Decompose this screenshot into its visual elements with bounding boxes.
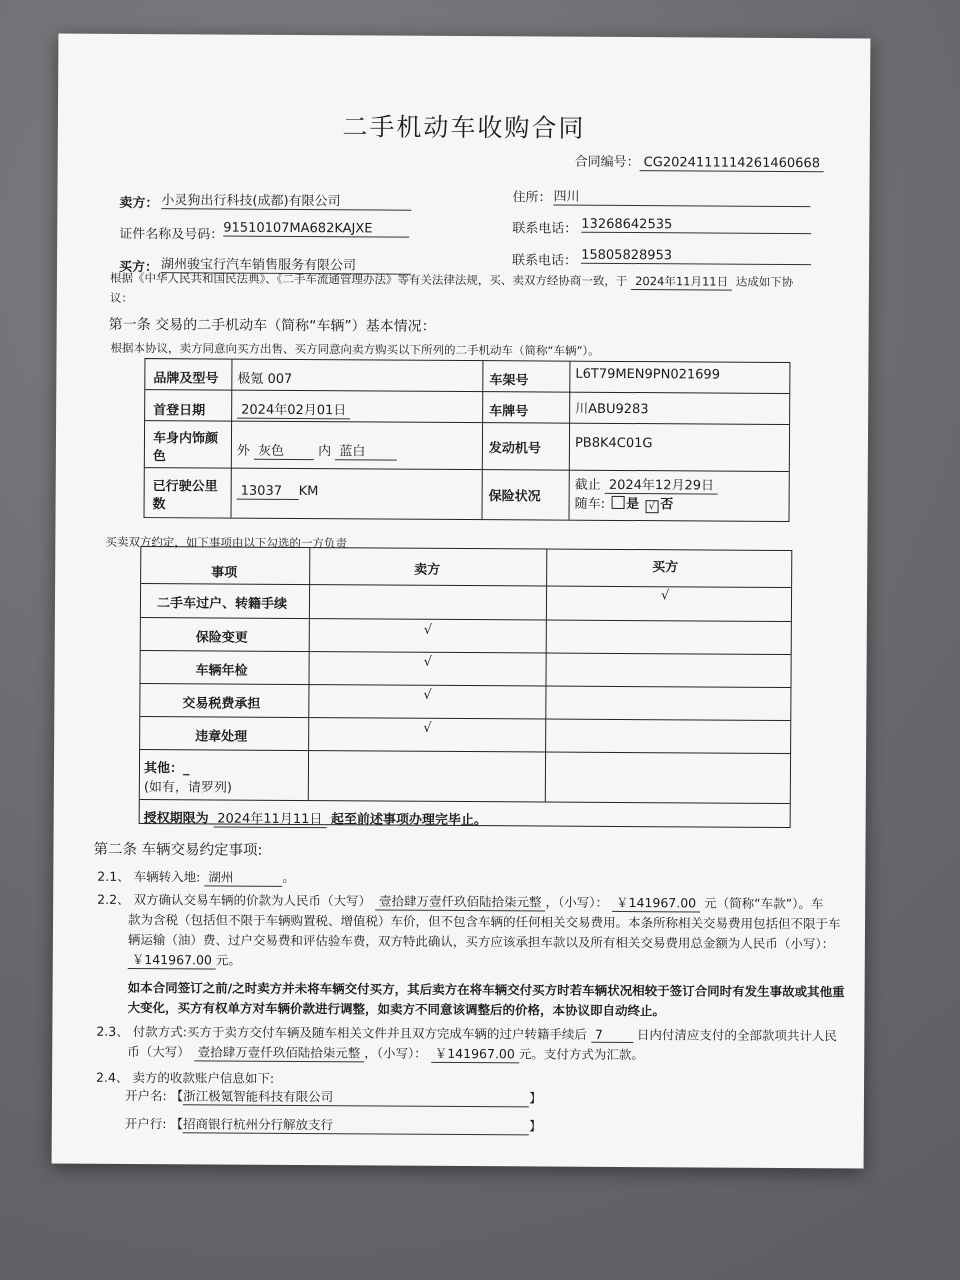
- matter-row-buyer-mark: √: [660, 588, 670, 604]
- matter-row-label: 违章处理: [195, 729, 248, 745]
- buyer-label: 买方：: [118, 259, 159, 276]
- matter-row-label: 交易税费承担: [182, 696, 261, 712]
- matter-row-label: 车辆年检: [195, 663, 248, 679]
- payment-upper: 壹拾肆万壹仟玖佰陆拾柒元整: [194, 1042, 365, 1062]
- seller-label: 卖方：: [119, 195, 159, 212]
- intro-date: 2024年11月11日: [631, 273, 732, 291]
- reg-date-label: 首登日期: [153, 403, 206, 419]
- col-item-header: 事项: [211, 565, 238, 581]
- matter-row-label: 二手车过户、转籍手续: [156, 596, 288, 612]
- total-amount: ￥141967.00: [128, 950, 216, 970]
- brand-value: 极氪 007: [237, 371, 293, 387]
- mileage-label-2: 数: [152, 497, 166, 513]
- buyer-phone-label: 联系电话：: [512, 253, 578, 269]
- insurance-until: 截止 2024年12月29日: [575, 474, 718, 495]
- other-label: 其他：_: [143, 761, 190, 777]
- intro-line-2: 议：: [109, 290, 133, 305]
- reg-date-value: 2024年02月01日: [237, 399, 350, 420]
- price-upper: 壹拾肆万壹仟玖佰陆拾柒元整: [375, 891, 546, 911]
- authorization-date: 2024年11月11日: [213, 807, 326, 828]
- no-checkbox: √: [645, 500, 658, 513]
- matter-row-seller-mark: √: [423, 622, 433, 638]
- responsibility-table: [139, 546, 793, 828]
- contract-title: 二手机动车收购合同: [342, 112, 586, 143]
- contract-page: [52, 34, 871, 1169]
- article-1-desc: 根据本协议，卖方同意向买方出售、买方同意向卖方购买以下所列的二手机动车（简称“车辆”）。: [110, 340, 600, 358]
- clause-2-3-line-1: 2.3、 付款方式:买方于卖方交付车辆及随车相关文件并且双方完成车辆的过户转籍手续后 7 日内付清应支付的全部款项共计人民: [96, 1023, 837, 1044]
- other-hint: (如有，请罗列): [143, 780, 233, 796]
- buyer-name: 湖州骏宝行汽车销售服务有限公司: [161, 253, 411, 275]
- color-label-1: 车身内饰颜: [152, 431, 219, 447]
- seller-phone-label: 联系电话：: [512, 221, 578, 237]
- bank-name: 招商银行杭州分行解放支行: [183, 1114, 529, 1135]
- article-2-title: 第二条 车辆交易约定事项:: [93, 841, 263, 859]
- clause-2-3-line-2: 币（大写） 壹拾肆万壹仟玖佰陆拾柒元整 ，（小写）： ￥141967.00 元。支付方式为汇款。: [127, 1043, 644, 1063]
- mileage-label-1: 已行驶公里: [152, 479, 218, 495]
- inner-color: 蓝白: [335, 440, 397, 460]
- address-label: 住所：: [512, 190, 552, 206]
- engine-value: PB8K4C01G: [574, 435, 653, 452]
- with-car: 随车: 是 √ 否: [574, 496, 674, 513]
- intro-line: 根据《中华人民共和国民法典》、《二手车流通管理办法》等有关法律法规，买、卖双方经协商一致，于 2024年11月11日 达成如下协: [109, 270, 794, 290]
- buyer-phone: 15805828953: [581, 248, 811, 265]
- contract-number: 合同编号： CG2024111114261460668: [575, 151, 824, 173]
- clause-2-2-line-1: 2.2、 双方确认交易车辆的价款为人民币（大写） 壹拾肆万壹仟玖佰陆拾柒元整 ，（小写）： ￥141967.00 元（简称“车款”）。车: [97, 891, 824, 912]
- agreement-note: 买卖双方约定，如下事项由以下勾选的一方负责: [105, 534, 347, 551]
- bank-row: 开户行: 【招商银行杭州分行解放支行 】: [124, 1115, 542, 1134]
- outer-color: 灰色: [254, 440, 314, 460]
- clause-2-2-bold-2: 大变化，买方有权单方对车辆价款进行调整，如卖方不同意该调整后的价格，本协议即自动终止。: [127, 999, 666, 1019]
- plate-label: 车牌号: [489, 404, 529, 420]
- account-name: 浙江极氪智能科技有限公司: [183, 1086, 529, 1107]
- clause-2-4: 2.4、 卖方的收款账户信息如下:: [96, 1069, 275, 1086]
- mileage-value: 13037 KM: [237, 484, 319, 500]
- clause-2-2-line-3: 辆运输（油）费、过户交易费和评估验车费，双方特此确认，买方应该承担车款以及所有相关交易费用总金额为人民币（小写）：: [127, 931, 835, 952]
- id-number: 91510107MA682KAJXE: [223, 221, 409, 238]
- clause-2-2-bold-1: 如本合同签订之前/之时卖方并未将车辆交付买方，其后卖方在将车辆交付买方时若车辆状况相较于签订合同时有发生事故或其他重: [127, 979, 845, 1000]
- matter-row-label: 保险变更: [195, 630, 248, 646]
- clause-2-2-line-2: 款为含税（包括但不限于车辆购置税、增值税）车价，但不包含车辆的任何相关交易费用。本条所称相关交易费用包括但不限于车: [128, 911, 841, 932]
- matter-row-seller-mark: √: [423, 720, 432, 736]
- seller-phone: 13268642535: [581, 217, 811, 234]
- matter-row-seller-mark: √: [423, 654, 432, 670]
- address-value: 四川: [553, 186, 810, 208]
- price-lower: ￥141967.00: [612, 893, 700, 913]
- article-1-title: 第一条 交易的二手机动车（简称“车辆”）基本情况：: [108, 316, 436, 335]
- id-label: 证件名称及号码：: [119, 226, 224, 243]
- transfer-location: 湖州: [204, 867, 282, 886]
- plate-value: 川ABU9283: [575, 401, 649, 418]
- authorization-period: 授权期限为 2024年11月11日 起至前述事项办理完毕止。: [144, 807, 487, 829]
- account-name-row: 开户名: 【浙江极氪智能科技有限公司 】: [124, 1087, 542, 1106]
- vehicle-info-table: [144, 358, 791, 522]
- matter-row-seller-mark: √: [423, 687, 432, 703]
- engine-label: 发动机号: [488, 441, 541, 457]
- seller-name: 小灵狗出行科技(成都)有限公司: [161, 189, 411, 211]
- col-seller-header: 卖方: [414, 562, 441, 578]
- clause-2-2-line-4: ￥141967.00 元。: [128, 950, 241, 970]
- clause-2-1: 2.1、 车辆转入地: 湖州 。: [97, 868, 295, 885]
- payment-days: 7: [591, 1027, 633, 1043]
- yes-checkbox: [611, 496, 624, 509]
- brand-label: 品牌及型号: [153, 371, 219, 387]
- contract-number-value: CG2024111114261460668: [640, 155, 824, 172]
- color-values: 外 灰色 内 蓝白: [237, 440, 398, 461]
- col-buyer-header: 买方: [652, 560, 679, 576]
- payment-lower: ￥141967.00: [431, 1044, 519, 1064]
- vin-label: 车架号: [489, 373, 529, 389]
- color-label-2: 色: [152, 449, 166, 465]
- insurance-label: 保险状况: [488, 489, 541, 505]
- vin-value: L6T79MEN9PN021699: [575, 366, 721, 383]
